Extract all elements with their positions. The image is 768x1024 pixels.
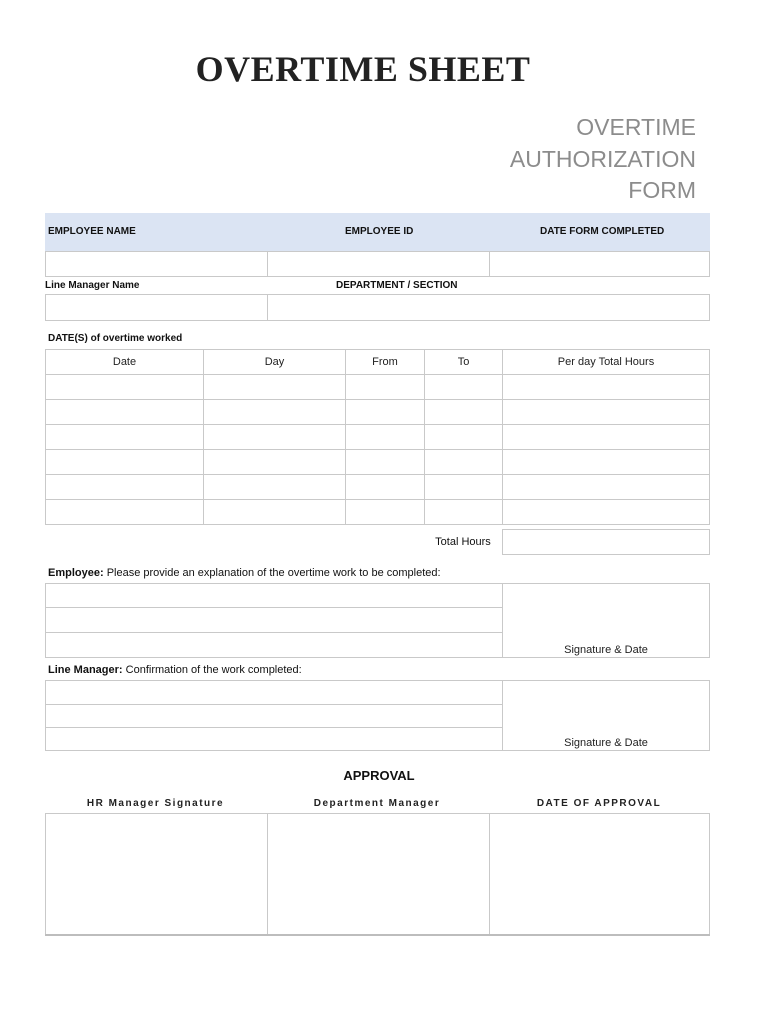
employee-name-label: EMPLOYEE NAME [48, 226, 136, 237]
confirmation-line[interactable] [46, 681, 503, 705]
from-cell[interactable] [346, 450, 425, 475]
overtime-table-header [46, 350, 710, 375]
employee-id-field[interactable] [268, 252, 490, 277]
employee-info-fields [45, 251, 710, 277]
column-to: To [425, 350, 503, 375]
from-cell[interactable] [346, 400, 425, 425]
total-hours-row [424, 529, 710, 555]
document-title: OVERTIME SHEET [195, 49, 531, 89]
hours-cell[interactable] [503, 400, 710, 425]
manager-prefix: Line Manager: [48, 664, 123, 676]
to-cell[interactable] [425, 475, 503, 500]
date-form-completed-label: DATE FORM COMPLETED [540, 226, 665, 237]
employee-signature-label: Signature & Date [564, 644, 648, 656]
department-manager-field[interactable] [268, 814, 490, 935]
table-row [46, 450, 710, 475]
hours-cell[interactable] [503, 425, 710, 450]
day-cell[interactable] [204, 450, 346, 475]
employee-name-field[interactable] [46, 252, 268, 277]
from-cell[interactable] [346, 425, 425, 450]
from-cell[interactable] [346, 475, 425, 500]
employee-signature-field[interactable] [503, 584, 710, 658]
date-of-approval-field[interactable] [490, 814, 710, 935]
subtitle-line-3: FORM [628, 177, 696, 203]
form-subtitle [510, 112, 696, 207]
day-cell[interactable] [204, 500, 346, 525]
to-cell[interactable] [425, 425, 503, 450]
explanation-line[interactable] [46, 608, 503, 633]
department-label: DEPARTMENT / SECTION [336, 280, 458, 291]
approval-signature-boxes [45, 813, 710, 935]
column-day: Day [204, 350, 346, 375]
from-cell[interactable] [346, 500, 425, 525]
line-manager-field[interactable] [46, 295, 268, 321]
table-row [46, 375, 710, 400]
to-cell[interactable] [425, 500, 503, 525]
table-row [46, 400, 710, 425]
total-hours-field[interactable] [503, 530, 710, 555]
date-cell[interactable] [46, 425, 204, 450]
date-cell[interactable] [46, 500, 204, 525]
employee-prefix: Employee: [48, 567, 104, 579]
column-per-day-total-hours: Per day Total Hours [503, 350, 710, 375]
employee-id-label: EMPLOYEE ID [345, 226, 414, 237]
confirmation-line[interactable] [46, 728, 503, 751]
manager-confirmation-box [45, 680, 710, 751]
date-form-completed-field[interactable] [490, 252, 710, 277]
department-field[interactable] [268, 295, 710, 321]
hours-cell[interactable] [503, 375, 710, 400]
date-of-approval-label: DATE OF APPROVAL [536, 798, 662, 809]
from-cell[interactable] [346, 375, 425, 400]
bottom-divider [45, 934, 710, 936]
employee-explanation-box [45, 583, 710, 658]
table-row [46, 475, 710, 500]
overtime-dates-table [45, 349, 710, 525]
table-row [46, 500, 710, 525]
day-cell[interactable] [204, 475, 346, 500]
day-cell[interactable] [204, 400, 346, 425]
subtitle-line-2: AUTHORIZATION [509, 145, 696, 172]
department-manager-label: Department Manager [313, 798, 441, 809]
employee-prompt-text: Please provide an explanation of the overtime work to be completed: [103, 567, 441, 579]
manager-confirmation-prompt [48, 664, 302, 676]
date-cell[interactable] [46, 400, 204, 425]
table-row [46, 425, 710, 450]
explanation-line[interactable] [46, 633, 503, 658]
subtitle-line-1: OVERTIME [576, 114, 696, 140]
approval-heading: APPROVAL [343, 768, 415, 783]
total-hours-label: Total Hours [435, 536, 491, 548]
explanation-line[interactable] [46, 584, 503, 608]
manager-signature-field[interactable] [503, 681, 710, 751]
hours-cell[interactable] [503, 450, 710, 475]
day-cell[interactable] [204, 425, 346, 450]
date-cell[interactable] [46, 375, 204, 400]
confirmation-line[interactable] [46, 705, 503, 728]
overtime-dates-label: DATE(S) of overtime worked [48, 333, 183, 344]
date-cell[interactable] [46, 475, 204, 500]
day-cell[interactable] [204, 375, 346, 400]
to-cell[interactable] [425, 400, 503, 425]
manager-prompt-text: Confirmation of the work completed: [122, 664, 302, 676]
line-manager-label: Line Manager Name [45, 280, 140, 291]
column-date: Date [46, 350, 204, 375]
to-cell[interactable] [425, 375, 503, 400]
hours-cell[interactable] [503, 475, 710, 500]
date-cell[interactable] [46, 450, 204, 475]
to-cell[interactable] [425, 450, 503, 475]
hr-manager-signature-field[interactable] [46, 814, 268, 935]
hours-cell[interactable] [503, 500, 710, 525]
hr-manager-signature-label: HR Manager Signature [86, 798, 225, 809]
column-from: From [346, 350, 425, 375]
employee-explanation-prompt [48, 567, 441, 579]
manager-signature-label: Signature & Date [564, 737, 648, 749]
manager-department-fields [45, 294, 710, 321]
